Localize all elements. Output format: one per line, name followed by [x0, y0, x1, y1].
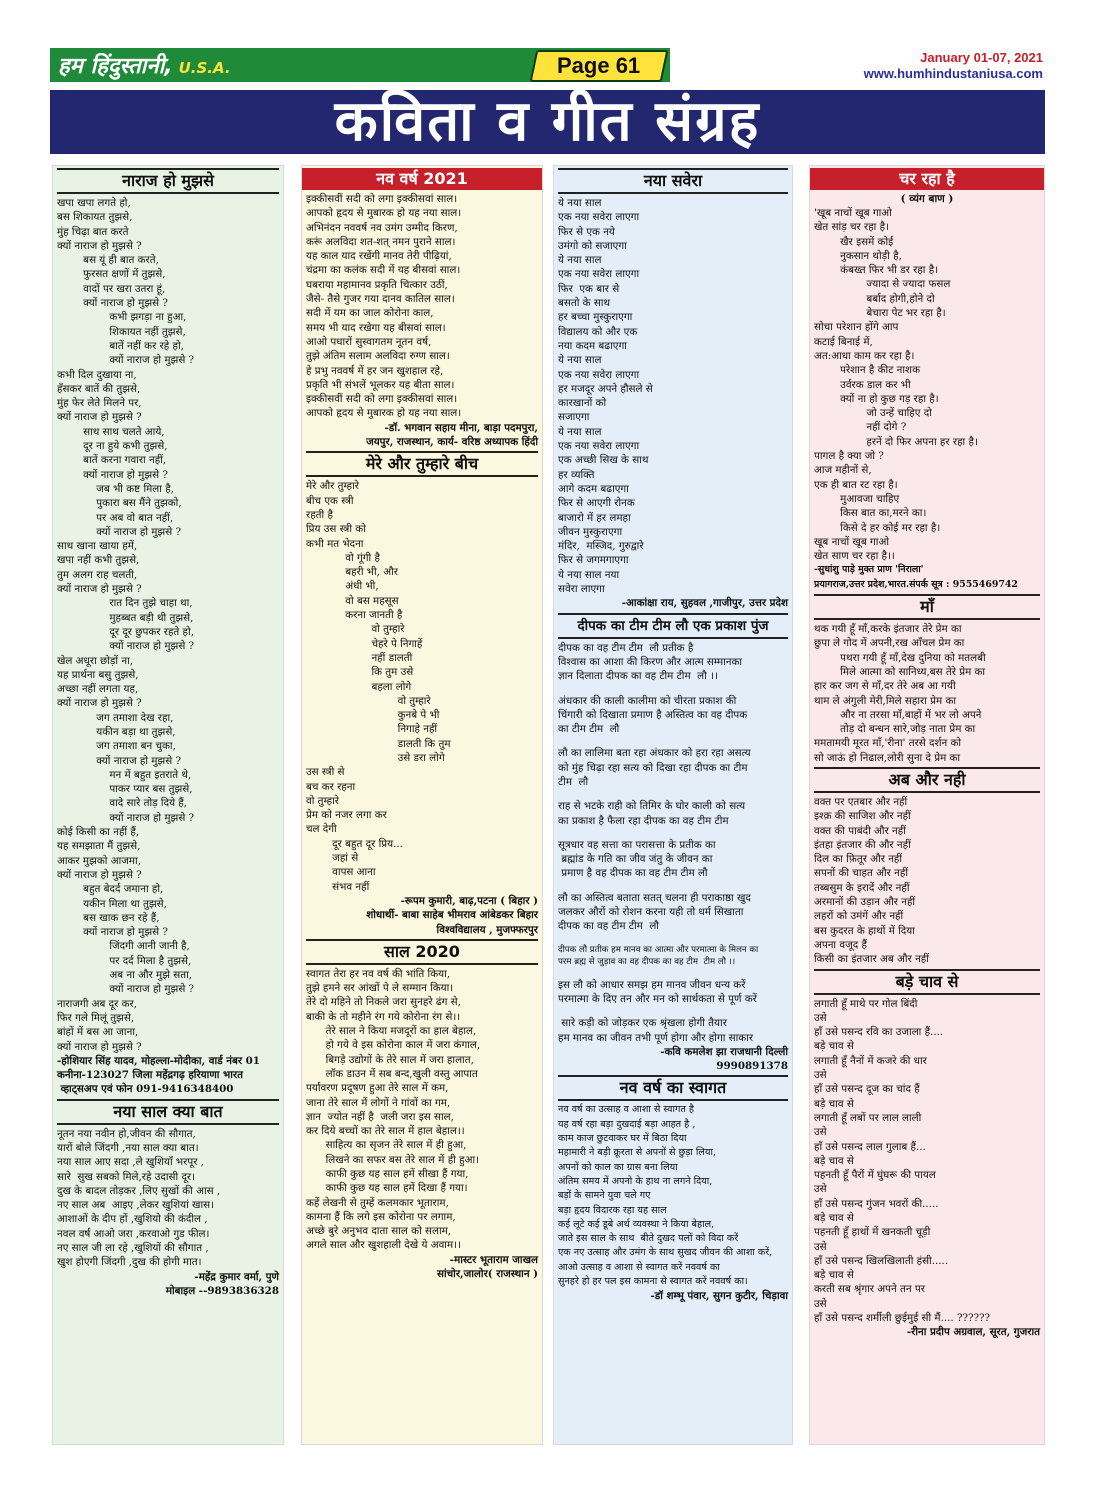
masthead-brand: हम हिंदुस्तानी, U.S.A. [58, 54, 231, 79]
poem-author: -सुधांशु पाड़े मुक्त प्राण 'निराला' प्रयागराज,उत्तर प्रदेश,भारत.संपर्क सूत्र : 9555469742 [814, 564, 1018, 590]
poem-body: नव वर्ष का उत्साह व आशा से स्वागत है यह वर्ष रहा बड़ा दुखदाई बड़ा आहत है , काम काज छुटवाकर घर में बिठा दिया महामारी ने बड़ी क्रूरता से अपनों से छुड़ा लिया, अपनों को काल का ग्रास बना लिया अंतिम समय में अपनो के हाथ ना लगने दिया, बड़ों के सामने युवा चले गए बड़ा हृदय विदारक रहा यह साल कई लूटे कई डूबे अर्थ व्यवस्था ने किया बेहाल, जाते इस साल के साथ बीते दुखद पलों को विदा करें एक नए उत्साह और उमंग के साथ सुखद जीवन की आशा करें, आओ उत्साह व आशा से स्वागत करें नववर्ष का सुनहरे हो हर पल इस कामना से स्वागत करें नववर्ष का। [558, 1104, 773, 1287]
poem-author: -महेंद्र कुमार वर्मा, पुणे मोबाइल --9893836328 [165, 1270, 279, 1297]
poem-body: इक्कीसवीं सदी को लगा इक्कीसवां साल। आपको हृदय से मुबारक हो यह नया साल। अभिनंदन नववर्ष नव उमंग उम्मीद किरण, करूं अलविदा शत-शत् नमन पुराने साल। यह काल याद रखेंगी मानव तेरी पीढ़ियां, चंद्रमा का कलंक सदी में यह बीसवां साल। घबराया महामानव प्रकृति चित्कार उठीं, जैसे- तैसे गुजर गया दानव कातिल साल। सदी में यम का जाल कोरोना काल, समय भी याद रखेगा यह बीसवां साल। आओ पधारों सुस्वागतम नूतन वर्ष, तुझे अंतिम सलाम अलविदा रुग्ण साल। हे प्रभु नववर्ष में हर जन खुशहाल रहे, प्रकृति भी संभलें भूलकर यह बीता साल। इक्कीसवीं सदी को लगा इक्कीसवां साल। आपको हृदय से मुबारक हो यह नया साल। [306, 193, 462, 420]
column-3 [553, 165, 793, 1445]
poem-author: -मास्टर भूताराम जाखल सांचोर,जालोर( राजस्थान ) [437, 1253, 538, 1281]
poem-title: माँ [814, 594, 1040, 620]
poem-body: स्वागत तेरा हर नव वर्ष की भांति किया, तुझे हमने सर आंखों पे ले सम्मान किया। तेरे दो महिने तो निकले जरा सुनहरे ढंग से, बाकी के तो महीने रंग गये कोरोना रंग से।। तेरे साल ने किया मजदूरों का हाल बेहाल, हो गये वे इस कोरोना काल में जरा कंगाल, बिगड़े उद्योगों के तेरे साल में जरा हालात, लॉक डाउन में सब बन्द,खुली वस्तु आपात पर्यावरण प्रदूषण हुआ तेरे साल में कम, जाना तेरे साल में लोगों ने गांवों का गम, ज्ञान ज्योत नहीं है जली जरा इस साल, कर दिये बच्चों का तेरे साल में हाल बेहाल।। साहित्य का सृजन तेरे साल में ही हुआ, लिखने का सफर बस तेरे साल में ही हुआ। काफी कुछ यह साल हमें सीखा हैं गया, काफी कुछ यह साल हमें दिखा हैं गया। कहें लेखनी से तुम्हें कलमकार भूताराम, कामना हैं कि लगे इस कोरोना पर लगाम, अच्छे बुरे अनुभव दाता साल को सलाम, अगले साल और खुशहाली देखे ये अवाम।। [306, 967, 481, 1252]
masthead-country: U.S.A. [178, 59, 231, 77]
column-4 [809, 165, 1045, 1445]
poem-title: नाराज हो मुझसे [57, 168, 279, 194]
poem-paragraph: इस लौ को आधार समझ हम मानव जीवन धन्य करें परमात्मा के दिए तन और मन को सार्थकता से पूर्ण करें [558, 978, 757, 1005]
poem-subtitle: ( व्यंग बाण ) [900, 193, 954, 205]
poem-title: बड़े चाव से [814, 969, 1040, 995]
poem-body: खपा खपा लगते हो, बस शिकायत तुझसे, मुंह चिढ़ा बात करते क्यों नाराज हो मुझसे ? बस यूं ही बात करते, फुरसत क्षणों में तुझसे, वादों पर खरा उतरा हूं, क्यों नाराज हो मुझसे ? कभी झगड़ा ना हुआ, शिकायत नहीं तुझसे, बातें नहीं कर रहे हो, क्यों नाराज हो मुझसे ? कभी दिल दुखाया ना, हँसकर बातें की तुझसे, मुंह फेर लेते मिलने पर, क्यों नाराज हो मुझसे ? साथ साथ चलते आये, दूर ना हुये कभी तुझसे, बातें करना गवारा नहीं, क्यों नाराज हो मुझसे ? जब भी कष्ट मिला है, पुकारा बस मैंने तुझको, पर अब वो बात नहीं, क्यों नाराज हो मुझसे ? साथ खाना खाया हमें, खपा नहीं कभी तुझसे, तुम अलग राह चलती, क्यों नाराज हो मुझसे ? रात दिन तुझे चाहा था, मुहब्बत बड़ी थी तुझसे, दूर दूर छुपकर रहते हो, क्यों नाराज हो मुझसे ? खेल अधूरा छोड़ों ना, यह प्रार्थना बसु तुझसे, अच्छा नहीं लगता यह, क्यों नाराज हो मुझसे ? जग तमाशा देख रहा, यकीन बड़ा था तुझसे, जग तमाशा बन चुका, क्यों नाराज हो मुझसे ? मन में बहुत इतराते थे, पाकर प्यार बस तुझसे, वादे सारे तोड़ दिये हैं, क्यों नाराज हो मुझसे ? कोई किसी का नहीं हैं, यह समझाता मैं तुझसे, आकर मुझको आजमा, क्यों नाराज हो मुझसे ? बहुत बेदर्द जमाना हो, यकीन मिला था तुझसे, बस खाक छन रहे हैं, क्यों नाराज हो मुझसे ? जिंदगी आनी जानी है, पर दर्द मिला है तुझसे, अब ना और मुझे सता, क्यों नाराज हो मुझसे ? नाराजगी अब दूर कर, फिर गले मिलूं तुझसे, बांहों में बस आ जाना, क्यों नाराज हो मुझसे ? [57, 197, 195, 1053]
poem-paragraph: लौ का अस्तित्व बताता सतत् चलना ही पराकाष्ठा खुद जलकर औरों को रोशन करना यही तो धर्म सिखाता दीपक का वह टीम टीम लौ [558, 891, 751, 933]
poem-title: मेरे और तुम्हारे बीच [306, 451, 538, 477]
poem-title: दीपक का टीम टीम लौ एक प्रकाश पुंज [558, 613, 788, 639]
poem-body: थक गयी हूँ माँ,करके इंतजार तेरे प्रेम का छुपा ले गोद में अपनी,रख आँचल प्रेम का पथरा गयी हूँ माँ,देख दुनिया को मतलबी मिले आत्मा को सानिध्य,बस तेरे प्रेम का हार कर जग से माँ,दर तेरे अब आ गयी थाम ले अंगुली मेरी,मिले सहारा प्रेम का और ना तरसा माँ,बाहों में भर लो अपने तोड़ दो बन्धन सारे,जोड़ नाता प्रेम का ममतामयी मूरत माँ,'रीना' तरसे दर्शन को सो जाऊं हो निढाल,लोरी सुना दे प्रेम का [814, 623, 986, 764]
poem-body: ये नया साल एक नया सवेरा लाएगा फिर से एक नये उमंगो को सजाएगा ये नया साल एक नया सवेरा लाएगा फिर एक बार से बसतो के साथ हर बच्चा मुस्कुराएगा विद्यालय को और एक नया कदम बढाएगा ये नया साल एक नया सवेरा लाएगा हर मजदूर अपने हौसले से कारखानों को सजाएगा ये नया साल एक नया सवेरा लाएगा एक अच्छी सिख के साथ हर व्यक्ति आगे कदम बढाएगा फिर से आएगी रोनक बाजारो में हर लमहा जीवन मुस्कुराएगा मंदिर, मस्जिद, गुरुद्वारे फिर से जगमगाएगा ये नया साल नया सवेरा लाएगा [558, 197, 653, 596]
poem-title: नव वर्ष का स्वागत [558, 1075, 788, 1101]
poem-title: नया साल क्या बात [57, 1099, 279, 1125]
poem-body: नूतन नया नवीन हो,जीवन की सौगात, यारों बोले जिंदगी ,नया साल क्या बात। नया साल आए सदा ,ले खुशियाँ भरपूर , सारे सुख सबको मिले,रहे उदासी दूर। दुख के बादल तोड़कर ,लिए सुखों की आस , नए साल अब आइए ,लेकर खुशियां खास। आशाओं के दीप हों ,खुशियो की कंदील , नवल वर्ष आओ जरा ,करवाओ गुड फील। नए साल जी ला रहे ,खुशियों की सौगात , खुश होएगी जिंदगी ,दुख की होगी मात। [57, 1127, 221, 1269]
poem-author: -रूपम कुमारी, बाढ़,पटना ( बिहार ) शोधार्थी- बाबा साहेब भीमराव आंबेडकर बिहार विश्वविद्यालय , मुजफ्फरपुर [366, 894, 538, 936]
poem-body: 'खूब नाचों खूब गाओ खेत सांड़ चर रहा है। खैर इसमें कोई नुकसान थोड़ी है, कंबख्त फिर भी डर रहा है। ज्यादा से ज्यादा फसल बर्बाद होगी,होने दो बेचारा पेट भर रहा है। सोचा परेशान होंगे आप कटाई बिनाई में, अत:आधा काम कर रहा है। परेशान है कीट नाशक उर्वरक डाल कर भी क्यों ना हो कुछ गड़ रहा है। जो उन्हें चाहिए दो नहीं दोगे ? हरनें दो फिर अपना हर रहा है। पागल है क्या जो ? आज महीनों से, एक ही बात रट रहा है। मुआवजा चाहिए किस बात का,मरने का। किसे दे हर कोई मर रहा है। खूब नाचों खूब गाओ खेत साण चर रहा है।। [814, 207, 978, 563]
poem-body: लगाती हूँ माथे पर गोल बिंदी उसे हाँ उसे पसन्द रवि का उजाला हैं.... बड़े चाव से लगाती हूँ नैनों में कजरे की धार उसे हाँ उसे पसन्द दूज का चांद हैं बड़े चाव से लगाती हूँ लबों पर लाल लाली उसे हाँ उसे पसन्द लाल गुलाब हैं... बड़े चाव से पहनती हूँ पैरों में घुंघरू की पायल उसे हाँ उसे पसन्द गुंजन भवरों की..... बड़े चाव से पहनती हूँ हाथों में खनकती चूड़ी उसे हाँ उसे पसन्द खिलखिलाती हंसी..... बड़े चाव से करती सब श्रृंगार अपने तन पर उसे हाँ उसे पसन्द शर्मीली छुईमुई सी मैं.... ?????? [814, 997, 991, 1325]
poem-author: -डॉ. भगवान सहाय मीना, बाड़ा पदमपुरा, जयपुर, राजस्थान, कार्य- वरिष्ठ अध्यापक हिंदी [366, 421, 538, 449]
page-number-badge: Page 61 [530, 50, 669, 82]
poem-title: नव वर्ष 2021 [302, 168, 542, 190]
column-1 [52, 165, 284, 1445]
column-2 [301, 165, 543, 1445]
poem-author: -कवि कमलेश झा राजधानी दिल्ली 9990891378 [660, 1045, 788, 1073]
poem-paragraph: सूत्रधार वह सत्ता का परासत्ता के प्रतीक का ब्रह्मांड के गति का जीव जंतु के जीवन का प्रमाण है वह दीपक का वह टीम टीम लौ [558, 838, 716, 880]
poem-paragraph: दीपक का वह टीम टीम लौ प्रतीक है विश्वास का आशा की किरण और आत्म सम्मानका ज्ञान दिलाता दीपक का वह टीम टीम लौ ।। [558, 641, 743, 683]
issue-date: January 01-07, 2021 [920, 50, 1043, 65]
poem-paragraph: सारे कड़ी को जोड़कर एक श्रृंखला होगी तैयार हम मानव का जीवन तभी पूर्ण होगा और होगा साकार [558, 1017, 754, 1044]
poem-title: अब और नही [814, 767, 1040, 793]
poem-title: साल 2020 [306, 939, 538, 965]
poem-author: -होशियार सिंह यादव, मोहल्ला-मोदीका, वार्ड नंबर 01 कनीना-123027 जिला महेंद्रगढ़ हरियाणा भारत व्हाट्सअप एवं फोन 091-9416348400 [57, 1054, 260, 1096]
poem-paragraph: अंधकार की काली कालीमा को चीरता प्रकाश की चिंगारी को दिखाता प्रमाण है अस्तित्व का वह दीपक का टीम टीम लौ [558, 694, 748, 736]
poem-title: चर रहा है [810, 168, 1044, 190]
website-link[interactable]: www.humhindustaniusa.com [863, 66, 1043, 81]
poem-paragraph: दीपक लौ प्रतीक हम मानव का आत्मा और परमात्मा के मिलन का परम ब्रह्म से जुड़ाव का वह दीपक का वह टीम टीम लौ ।। [558, 944, 759, 967]
poem-body: मेरे और तुम्हारे बीच एक स्त्री रहती है प्रिय उस स्त्री को कभी मत भेदना वो गूंगी है बहरी भी, और अंधी भी, वो बस महसूस करना जानती है वो तुम्हारे चेहरे पे निगाहें नहीं डालती कि तुम उसे बहला लोगे वो तुम्हारे कुनबे पे भी निगाहे नहीं डालती कि तुम उसे डरा लोगे उस स्त्री से बच कर रहना वो तुम्हारे प्रेम को नजर लगा कर चल देगी दूर बहुत दूर प्रिय... जहां से वापस आना संभव नहीं [306, 480, 451, 893]
poem-paragraph: राह से भटके राही को तिमिर के घोर काली को सत्य का प्रकाश है फैला रहा दीपक का वह टीम टीम [558, 800, 746, 827]
poem-title: नया सवेरा [558, 168, 788, 194]
section-banner: कविता व गीत संग्रह [50, 90, 1045, 154]
poem-author: -आकांक्षा राय, सुहवल ,गाजीपुर, उत्तर प्रदेश [621, 597, 788, 610]
poem-author: -डॉ शम्भू पंवार, सुगन कुटीर, चिड़ावा [650, 1290, 788, 1303]
poem-paragraph: लौ का लालिमा बता रहा अंधकार को हरा रहा असत्य को मुंह चिढ़ा रहा सत्य को दिखा रहा दीपक का टीम टीम लौ [558, 747, 751, 788]
issue-info [864, 50, 1043, 82]
poem-author: -रीना प्रदीप अग्रवाल, सूरत, गुजरात [906, 1326, 1040, 1339]
poem-body: वक्त पर एतबार और नहीं इश्क़ की साजिश और नहीं वक्त की पाबंदी और नहीं इंतहा इंतजार की और नहीं दिल का फ़ितूर और नहीं सपनों की चाहत और नहीं तब्बसुम के इरादें और नहीं अरमानों की उड़ान और नहीं लहरों को उमंगें और नहीं बस कुदरत के हाथों में दिया अपना वजूद हैं किसी का इंतजार अब और नहीं [814, 795, 929, 966]
